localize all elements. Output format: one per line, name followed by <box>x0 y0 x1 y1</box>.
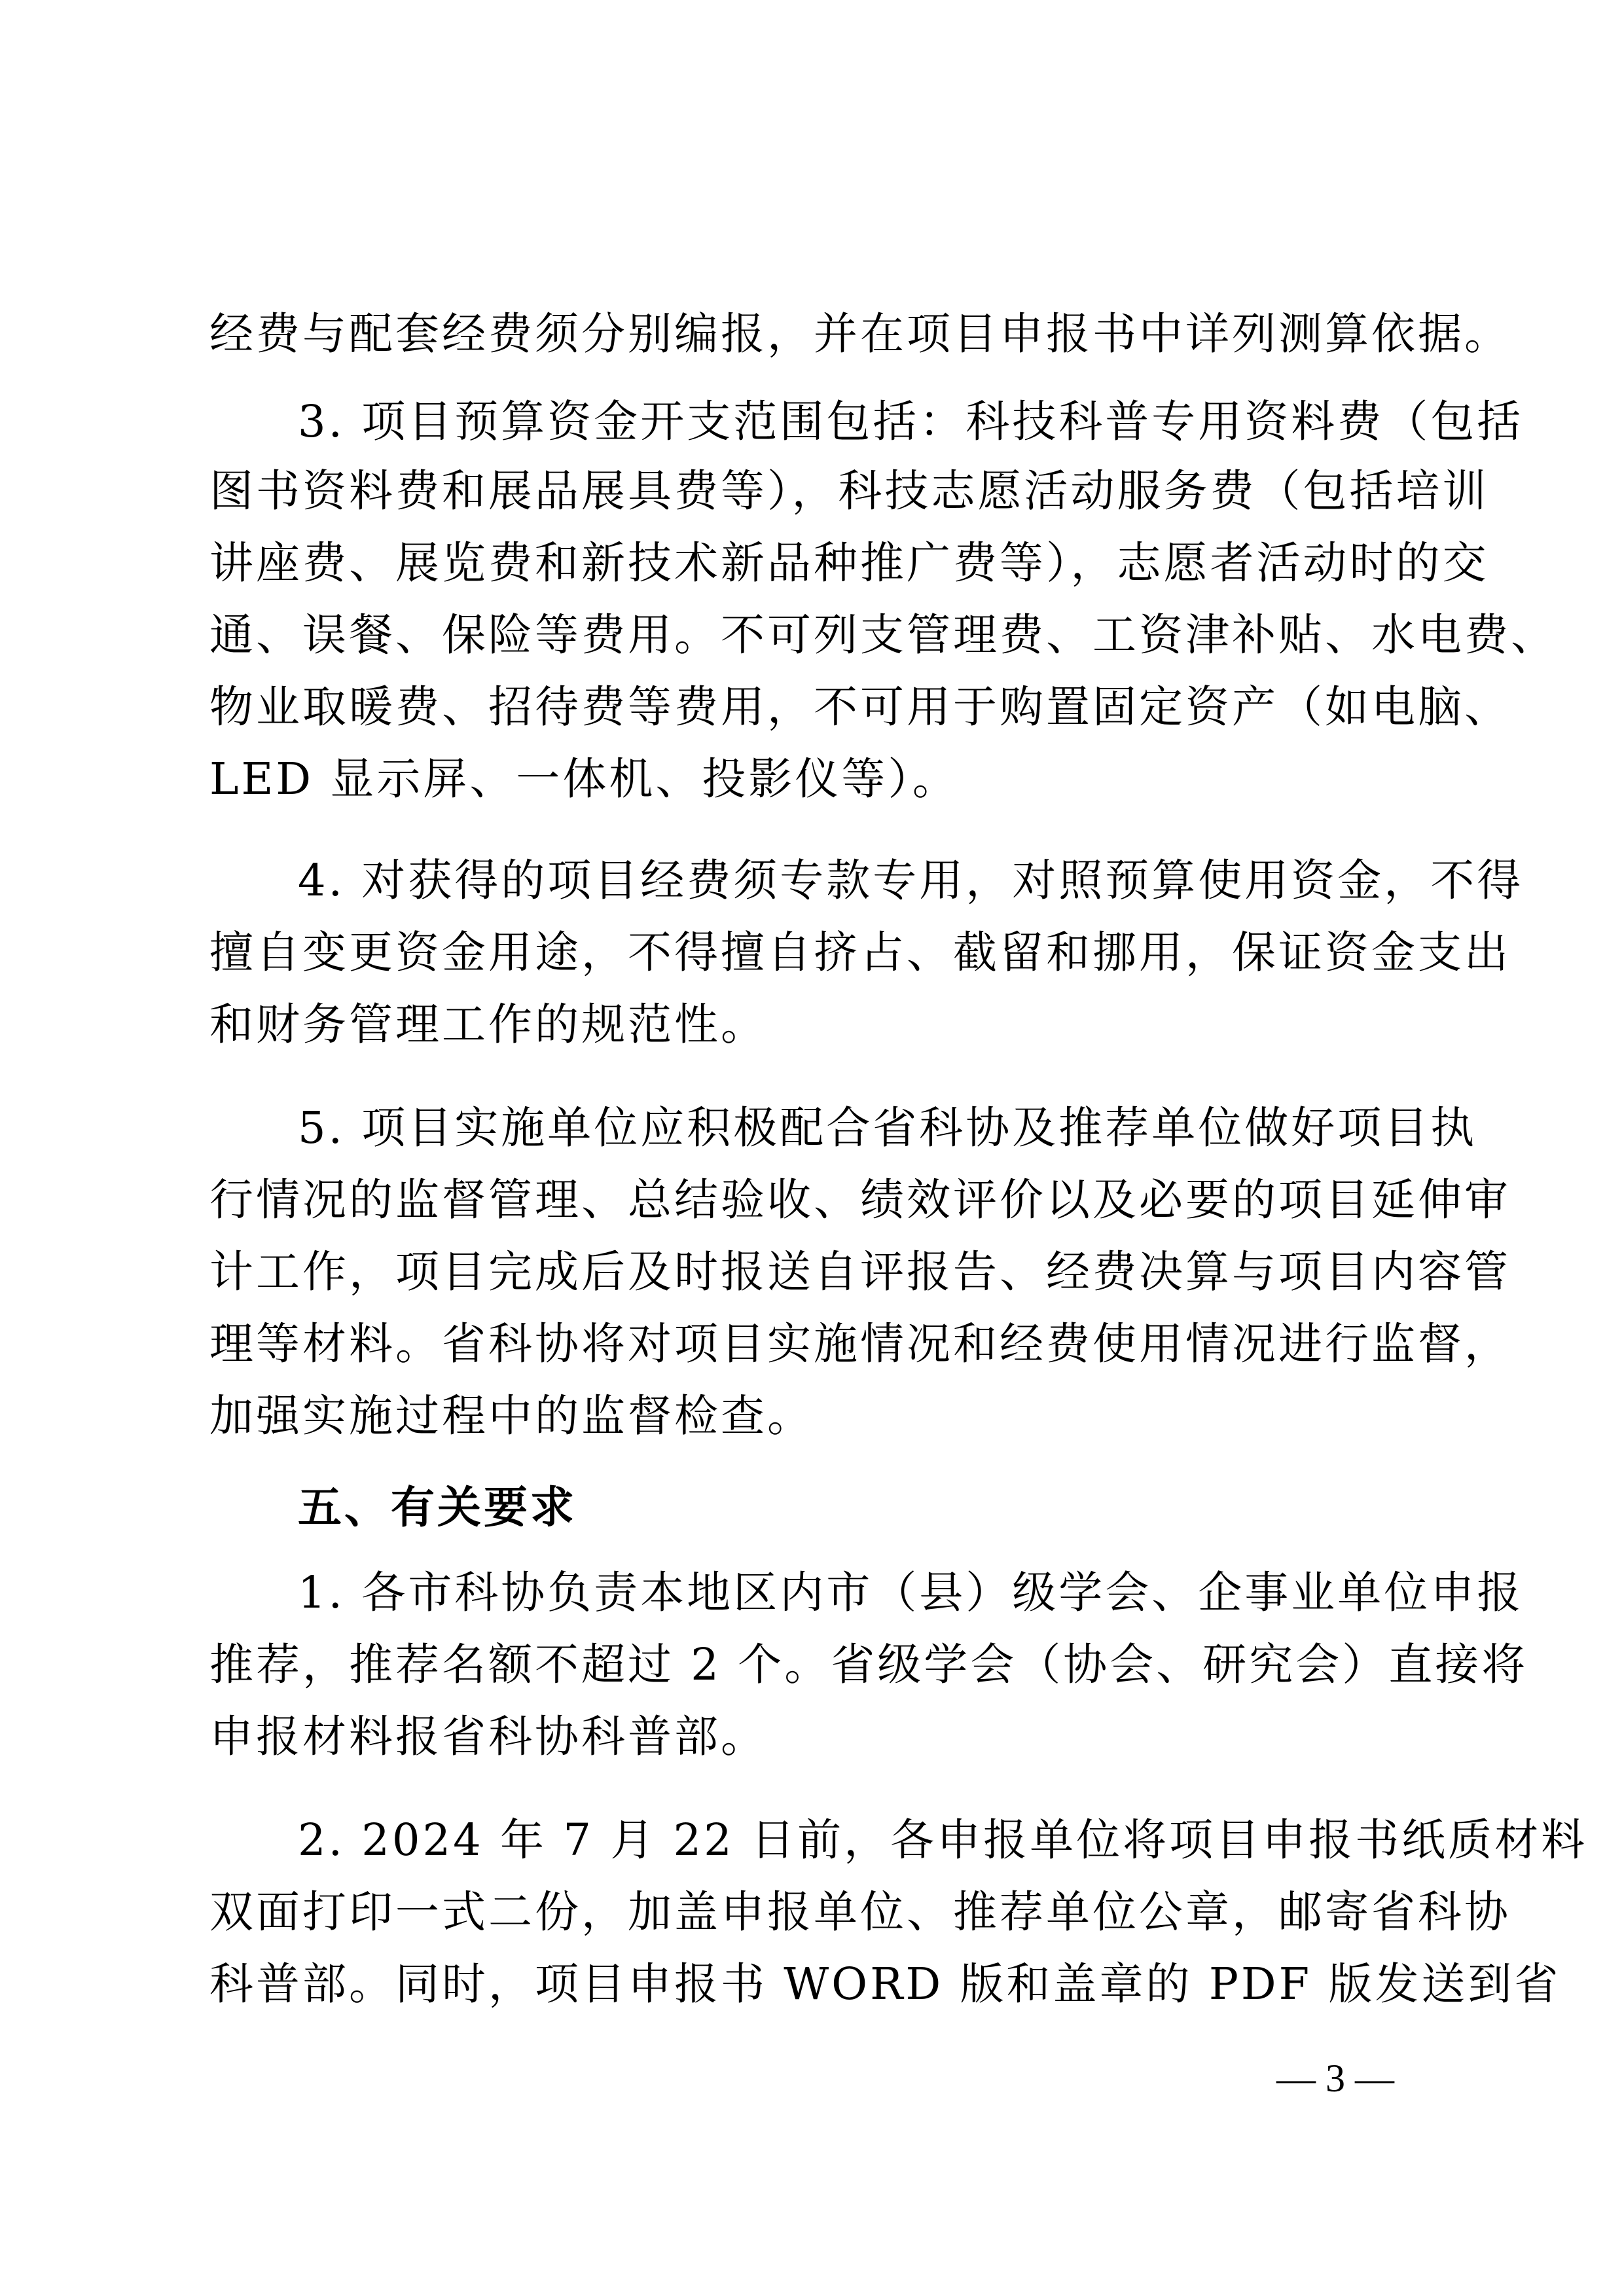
text-line: 1. 各市科协负责本地区内市（县）级学会、企事业单位申报 <box>298 1567 1524 1618</box>
text-line: 物业取暖费、招待费等费用，不可用于购置固定资产（如电脑、 <box>209 681 1511 732</box>
text-line: 4. 对获得的项目经费须专款专用，对照预算使用资金，不得 <box>298 855 1524 906</box>
section-heading: 五、有关要求 <box>298 1482 577 1533</box>
text-line: 双面打印一式二份，加盖申报单位、推荐单位公章，邮寄省科协 <box>209 1886 1511 1938</box>
page-number: — 3 — <box>1276 2057 1394 2100</box>
text-line: 5. 项目实施单位应积极配合省科协及推荐单位做好项目执 <box>298 1102 1477 1153</box>
text-line: 2. 2024 年 7 月 22 日前，各申报单位将项目申报书纸质材料 <box>298 1814 1588 1865</box>
text-line: 科普部。同时，项目申报书 WORD 版和盖章的 PDF 版发送到省 <box>209 1958 1561 2010</box>
text-line: 经费与配套经费须分别编报，并在项目申报书中详列测算依据。 <box>209 308 1511 359</box>
text-line: 和财务管理工作的规范性。 <box>209 999 767 1050</box>
text-line: 推荐，推荐名额不超过 2 个。省级学会（协会、研究会）直接将 <box>209 1639 1528 1690</box>
text-line: LED 显示屏、一体机、投影仪等）。 <box>209 753 959 804</box>
text-line: 计工作，项目完成后及时报送自评报告、经费决算与项目内容管 <box>209 1246 1511 1297</box>
text-line: 申报材料报省科协科普部。 <box>209 1711 767 1762</box>
text-line: 擅自变更资金用途，不得擅自挤占、截留和挪用，保证资金支出 <box>209 927 1511 978</box>
text-line: 通、误餐、保险等费用。不可列支管理费、工资津补贴、水电费、 <box>209 609 1557 660</box>
text-line: 讲座费、展览费和新技术新品种推广费等），志愿者活动时的交 <box>209 537 1489 588</box>
text-line: 图书资料费和展品展具费等），科技志愿活动服务费（包括培训 <box>209 465 1489 516</box>
text-line: 加强实施过程中的监督检查。 <box>209 1390 814 1441</box>
text-line: 行情况的监督管理、总结验收、绩效评价以及必要的项目延伸审 <box>209 1174 1511 1225</box>
text-line: 3. 项目预算资金开支范围包括：科技科普专用资料费（包括 <box>298 396 1524 447</box>
text-line: 理等材料。省科协将对项目实施情况和经费使用情况进行监督， <box>209 1318 1511 1369</box>
